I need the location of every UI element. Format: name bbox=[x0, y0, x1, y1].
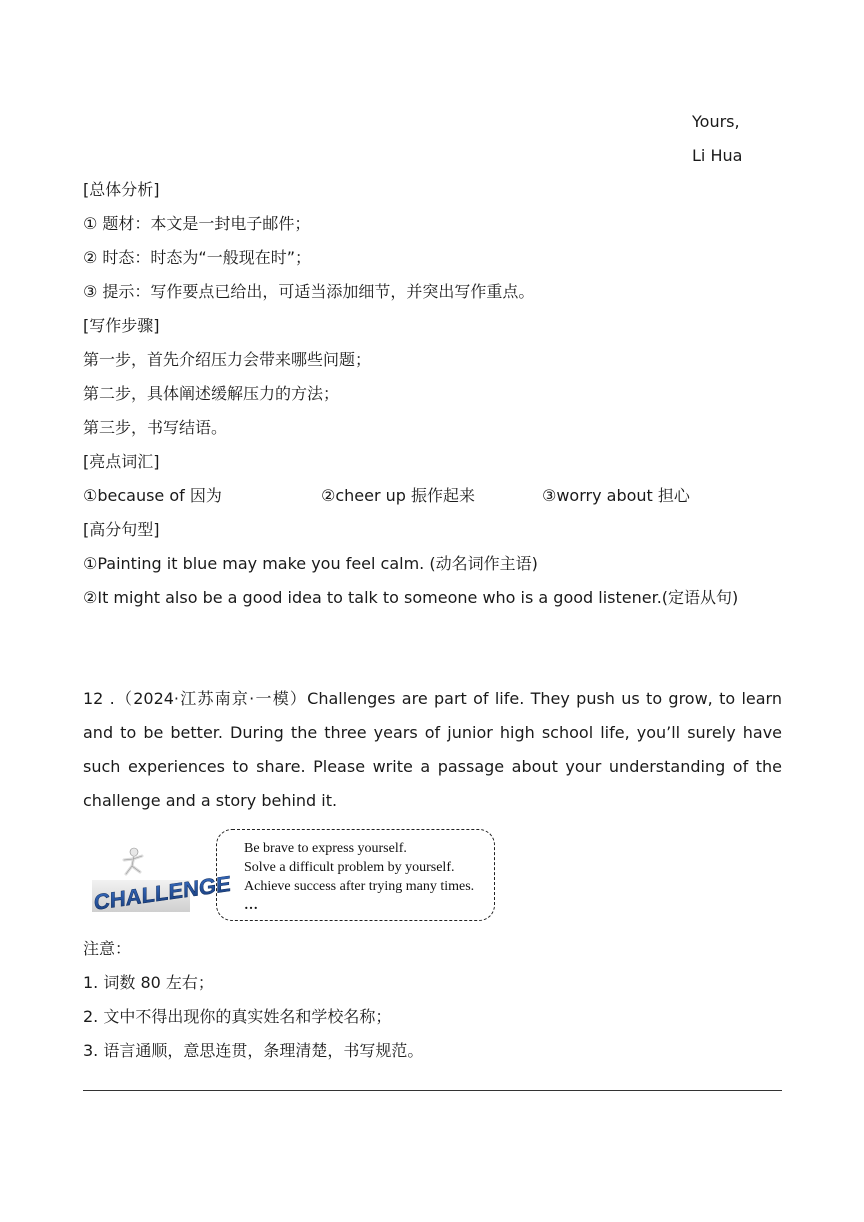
tip-line: Achieve success after trying many times. bbox=[244, 879, 475, 894]
vocabulary-item: ③worry about 担心 bbox=[542, 486, 690, 505]
answer-line[interactable] bbox=[83, 1090, 782, 1091]
analysis-item: ① 题材：本文是一封电子邮件； bbox=[83, 214, 311, 233]
closing-name: Li Hua bbox=[692, 146, 743, 165]
tips-box bbox=[216, 829, 495, 921]
vocabulary-item: ②cheer up 振作起来 bbox=[321, 486, 476, 505]
sentences-heading: [高分句型] bbox=[83, 520, 160, 539]
vocabulary-row bbox=[83, 486, 783, 506]
sentence-item: ①Painting it blue may make you feel calm. (动名词作主语) bbox=[83, 554, 538, 573]
sentence-item: ②It might also be a good idea to talk to someone who is a good listener.(定语从句) bbox=[83, 588, 739, 607]
tip-line: Solve a difficult problem by yourself. bbox=[244, 860, 455, 875]
challenge-runner-icon bbox=[90, 840, 231, 915]
notes-heading: 注意： bbox=[83, 939, 132, 958]
step-item: 第一步，首先介绍压力会带来哪些问题； bbox=[83, 350, 372, 369]
tip-line: … bbox=[244, 898, 258, 913]
note-item: 1. 词数 80 左右； bbox=[83, 973, 214, 992]
steps-heading: [写作步骤] bbox=[83, 316, 160, 335]
note-item: 2. 文中不得出现你的真实姓名和学校名称； bbox=[83, 1007, 392, 1026]
analysis-item: ② 时态：时态为“一般现在时”； bbox=[83, 248, 312, 267]
note-item: 3. 语言通顺，意思连贯，条理清楚，书写规范。 bbox=[83, 1041, 424, 1060]
closing-yours: Yours, bbox=[692, 112, 740, 131]
analysis-heading: [总体分析] bbox=[83, 180, 160, 199]
step-item: 第二步，具体阐述缓解压力的方法； bbox=[83, 384, 340, 403]
question-text: 12 .（2024·江苏南京·一模）Challenges are part of life. They push us to grow, to learn and to be better. During the three years of junior high school life, you’ll surely have such experiences to share. Please write a passage about your understanding of the challenge and a story behind it. bbox=[83, 689, 782, 810]
analysis-item: ③ 提示：写作要点已给出，可适当添加细节，并突出写作重点。 bbox=[83, 282, 535, 301]
challenge-label: CHALLENGE bbox=[94, 870, 231, 915]
tip-line: Be brave to express yourself. bbox=[244, 841, 407, 856]
vocabulary-item: ①because of 因为 bbox=[83, 486, 222, 505]
vocabulary-heading: [亮点词汇] bbox=[83, 452, 160, 471]
step-item: 第三步，书写结语。 bbox=[83, 418, 228, 437]
challenge-image bbox=[90, 840, 231, 915]
